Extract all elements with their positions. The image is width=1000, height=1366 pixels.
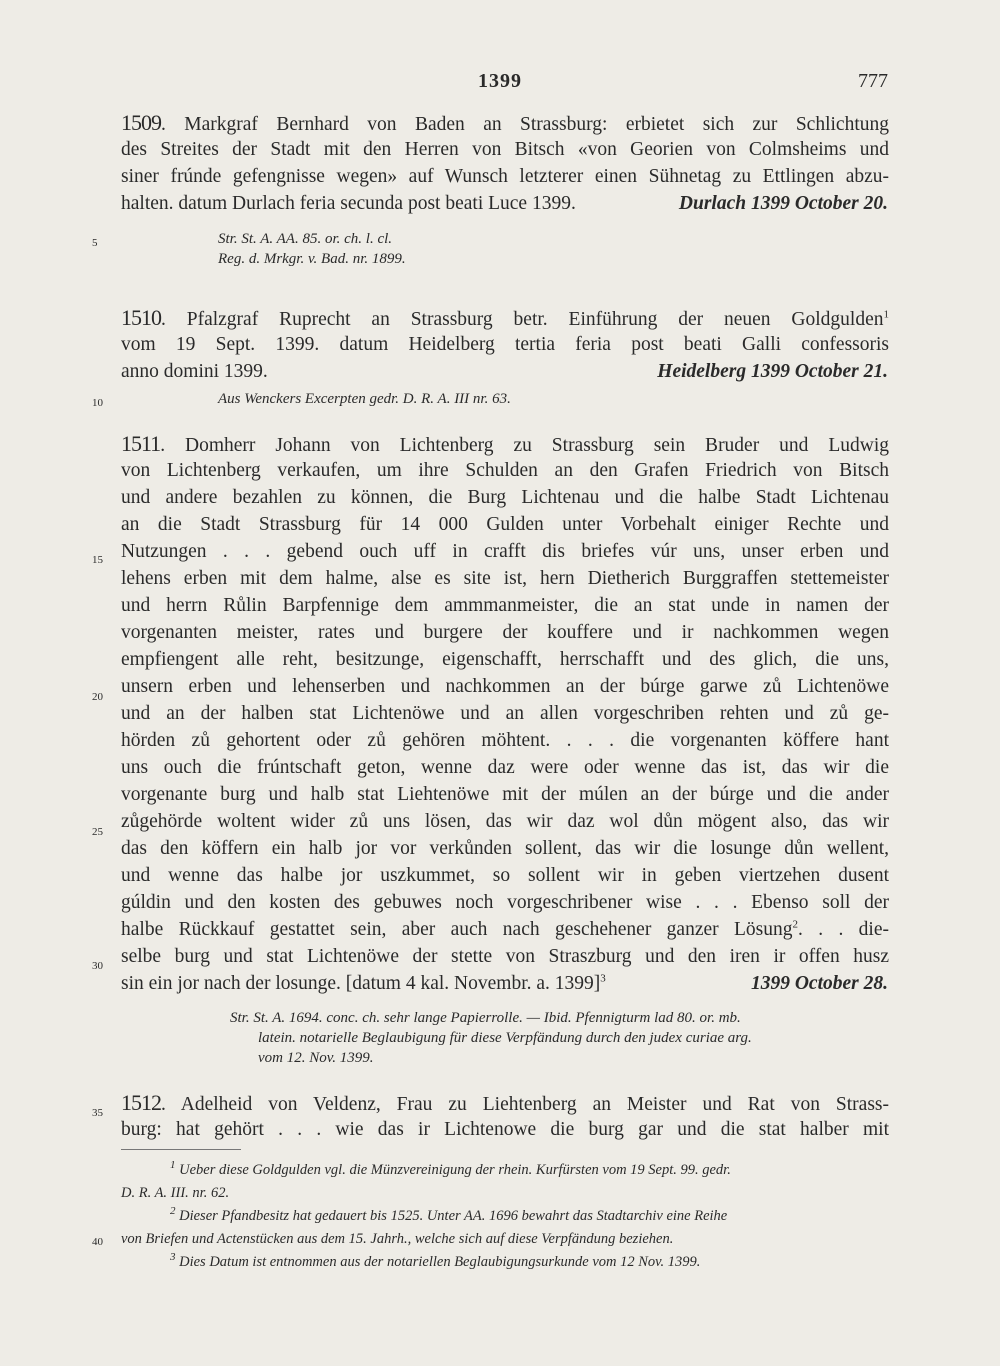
- footnote-2-line-1: $^2$ Dieser Pfandbesitz hat gedauert bis 1525. Unter AA. 1696 bewahrt das Stadtarchiv eine Reihe: [170, 1205, 728, 1224]
- footnote-1-line-1: $^1$ Ueber diese Goldgulden vgl. die Münzvereinigung der rhein. Kurfürsten vom 19 Sept. 99. gedr.: [170, 1159, 731, 1178]
- line-number: 35: [92, 1107, 103, 1119]
- entry-1512-line-1: 1512. Adelheid von Veldenz, Frau zu Liehtenberg an Meister und Rat von Strass-: [121, 1090, 889, 1115]
- entry-1510-source: Aus Wenckers Excerpten gedr. D. R. A. III nr. 63.: [218, 391, 511, 407]
- footnote-3-line-1: $^3$ Dies Datum ist entnommen aus der notariellen Beglaubigungsurkunde vom 12 Nov. 1399.: [170, 1251, 701, 1270]
- entry-number: 1512: [121, 1090, 161, 1115]
- line-number: 40: [92, 1236, 103, 1248]
- entry-1510-line-1: 1510. Pfalzgraf Ruprecht an Strassburg betr. Einführung der neuen Goldgulden$^1$: [121, 305, 889, 330]
- entry-1511-line: von Lichtenberg verkaufen, um ihre Schulden an den Grafen Friedrich von Bitsch: [121, 460, 889, 481]
- entry-1511-line: unsern erben und lehenserben und nachkommen an der búrge garwe zů Lichtenöwe: [121, 676, 889, 697]
- entry-1511-line: und herrn Růlin Barpfennige dem ammmanmeister, die an stat unde in namen der: [121, 595, 889, 616]
- entry-1511-date: 1399 October 28.: [750, 973, 888, 994]
- entry-1511-line: und andere bezahlen zu können, die Burg Lichtenau und die halbe Stadt Lichtenau: [121, 487, 889, 508]
- entry-1509-line-1: 1509. Markgraf Bernhard von Baden an Strassburg: erbietet sich zur Schlichtung: [121, 110, 889, 135]
- entry-1509-source-1: Str. St. A. AA. 85. or. ch. l. cl.: [218, 231, 393, 247]
- entry-1511-line: hörden zů gehortent oder zů gehören möhtent. . . . die vorgenanten köffere hant: [121, 730, 889, 751]
- line-number: 10: [92, 397, 103, 409]
- entry-1511-line: empfiengent alle reht, besitzunge, eigenschafft, herrschafft und des glich, die uns,: [121, 649, 889, 670]
- line-number: 15: [92, 554, 103, 566]
- entry-1509-line-3: siner frúnde gefengnisse wegen» auf Wunsch letzterer einen Sühnetag zu Ettlingen abzu-: [121, 166, 889, 187]
- footnote-2-line-2: von Briefen und Actenstücken aus dem 15. Jahrh., welche sich auf diese Verpfändung beziehen.: [121, 1231, 674, 1247]
- page-header-year: 1399: [478, 70, 522, 92]
- entry-1511-line: gúldin und den kosten des gebuwes noch vorgeschribener wise . . . Ebenso soll der: [121, 892, 889, 913]
- entry-1509-source-2: Reg. d. Mrkgr. v. Bad. nr. 1899.: [218, 251, 406, 267]
- entry-1510-line-2: vom 19 Sept. 1399. datum Heidelberg tertia feria post beati Galli confessoris: [121, 334, 889, 355]
- entry-1511-last-line: sin ein jor nach der losunge. [datum 4 kal. Novembr. a. 1399]$^3$: [121, 972, 606, 994]
- entry-1511-line: und wenne das halbe jor uszkummet, so sollent wir in geben viertzehen dusent: [121, 865, 889, 886]
- entry-1512-line-2: burg: hat gehört . . . wie das ir Lichtenowe die burg gar und die stat halber mit: [121, 1119, 889, 1140]
- entry-1511-source-1: Str. St. A. 1694. conc. ch. sehr lange Papierrolle. — Ibid. Pfennigturm lad 80. or. mb.: [230, 1010, 741, 1026]
- entry-1511-line-19: halbe Rückkauf gestattet sein, aber auch nach geschehener ganzer Lösung$^2$. . . die-: [121, 918, 889, 940]
- entry-1511-line-1: 1511. Domherr Johann von Lichtenberg zu Strassburg sein Bruder und Ludwig: [121, 431, 889, 456]
- line-number: 5: [92, 237, 98, 249]
- entry-1509-line-2: des Streites der Stadt mit den Herren von Bitsch «von Georien von Colmsheims und: [121, 139, 889, 160]
- entry-1511-line: selbe burg und stat Lichtenöwe der stette von Straszburg und den iren ir offen husz: [121, 946, 889, 967]
- entry-1510-line-3: anno domini 1399.: [121, 361, 268, 382]
- entry-1511-line: an die Stadt Strassburg für 14 000 Gulden unter Vorbehalt einiger Rechte und: [121, 514, 889, 535]
- entry-1511-source-3: vom 12. Nov. 1399.: [258, 1050, 374, 1066]
- footnote-1-line-2: D. R. A. III. nr. 62.: [121, 1185, 230, 1201]
- footnote-divider: [121, 1149, 241, 1150]
- entry-1510-date: Heidelberg 1399 October 21.: [657, 361, 888, 382]
- entry-1509-date: Durlach 1399 October 20.: [678, 193, 888, 214]
- entry-1511-line: das den köffern ein halb jor vor verkůnden sollent, das wir die losunge důn wellent,: [121, 838, 889, 859]
- entry-1511-source-2: latein. notarielle Beglaubigung für diese Verpfändung durch den judex curiae arg.: [258, 1030, 752, 1046]
- entry-1511-line: vorgenanten meister, rates und burgere der kouffere und ir nachkommen wegen: [121, 622, 889, 643]
- entry-1509-line-4: halten. datum Durlach feria secunda post beati Luce 1399.: [121, 193, 576, 214]
- entry-1511-line: und an der halben stat Lichtenöwe und an allen vorgeschriben rehten und zů ge-: [121, 703, 889, 724]
- entry-1511-line: vorgenante burg und halb stat Liehtenöwe mit der múlen an der búrge und die ander: [121, 784, 889, 805]
- line-number: 30: [92, 960, 103, 972]
- entry-number: 1510: [121, 305, 161, 330]
- entry-1511-line: zůgehörde woltent wider zů uns lösen, das wir daz wol důn mögent also, das wir: [121, 811, 889, 832]
- line-number: 25: [92, 826, 103, 838]
- entry-number: 1509: [121, 110, 161, 135]
- line-number: 20: [92, 691, 103, 703]
- entry-1511-line: uns ouch die frúntschaft geton, wenne daz were oder wenne das ist, das wir die: [121, 757, 889, 778]
- entry-1511-line: Nutzungen . . . gebend ouch uff in crafft dis briefes vúr uns, unser erben und: [121, 541, 889, 562]
- page-number: 777: [858, 70, 888, 92]
- entry-1511-line: lehens erben mit dem halme, alse es site ist, hern Dietherich Burggraffen stettemeister: [121, 568, 889, 589]
- entry-number: 1511: [121, 431, 161, 456]
